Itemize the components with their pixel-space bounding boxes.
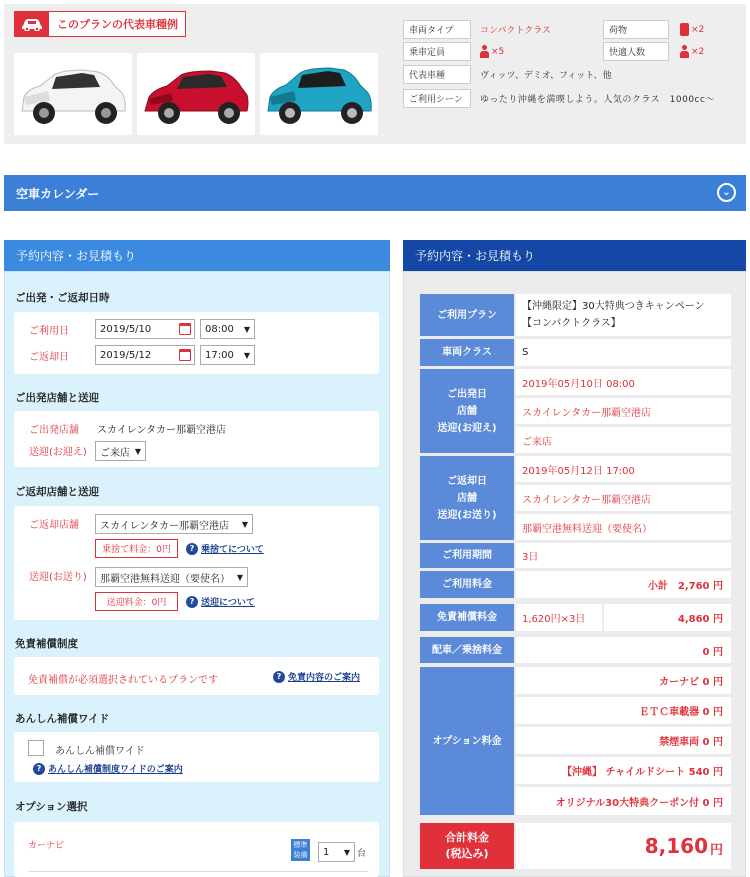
spec-vehicle-type-value: コンパクトクラス bbox=[480, 26, 551, 36]
pickup-label: 送迎(お迎え) bbox=[29, 447, 87, 458]
option-row: 【沖縄】 チャイルドシート 540 円 bbox=[516, 757, 731, 784]
fee-label-cell: ご利用料金 bbox=[420, 571, 514, 598]
use-date-label: ご利用日 bbox=[29, 326, 69, 337]
chevron-down-icon: ▼ bbox=[241, 519, 248, 529]
depart-store-label: ご出発店舗 bbox=[29, 425, 79, 436]
total-unit: 円 bbox=[709, 842, 723, 858]
insurance-heading: 免責補償制度 bbox=[15, 638, 78, 650]
spec-models-value: ヴィッツ、デミオ、フィット、他 bbox=[480, 71, 612, 81]
spec-usage-value: ゆったり沖縄を満喫しよう。人気のクラス 1000cc〜 bbox=[480, 95, 715, 105]
anshin-link[interactable]: ? あんしん補償制度ワイドのご案内 bbox=[33, 762, 183, 775]
total-amount: 8,160 bbox=[644, 834, 708, 858]
car-icon bbox=[15, 12, 49, 36]
dropoff-select[interactable]: 那覇空港無料送迎（要使名） ▼ bbox=[95, 567, 248, 587]
use-time-select[interactable]: 08:00 ▼ bbox=[200, 319, 255, 339]
return-dropoff-cell: 那覇空港無料送迎（要使名） bbox=[516, 514, 731, 540]
class-value-cell: S bbox=[516, 339, 731, 366]
delivery-label-cell: 配車／乗捨料金 bbox=[420, 637, 514, 663]
drop-fee-link[interactable]: ? 乗捨てについて bbox=[186, 542, 264, 555]
anshin-heading: あんしん補償ワイド bbox=[15, 713, 110, 725]
option-row: カーナビ 0 円 bbox=[516, 667, 731, 694]
period-label-cell: ご利用期間 bbox=[420, 543, 514, 568]
chevron-down-icon[interactable]: ⌄ bbox=[717, 183, 736, 202]
depart-label-cell: ご出発日 店舗 送迎(お迎え) bbox=[420, 369, 514, 453]
option-qty-select[interactable]: 1 ▼ bbox=[318, 842, 355, 862]
option-row: 禁煙車両 0 円 bbox=[516, 727, 731, 754]
luggage-icon bbox=[680, 23, 689, 36]
option-heading: オプション選択 bbox=[15, 801, 88, 813]
person-icon bbox=[480, 45, 489, 58]
spec-vehicle-type-label: 車両タイプ bbox=[403, 20, 471, 39]
return-store-select[interactable]: スカイレンタカー那覇空港店 ▼ bbox=[95, 514, 253, 534]
depart-store-cell: スカイレンタカー那覇空港店 bbox=[516, 398, 731, 424]
divider bbox=[28, 871, 368, 872]
drop-fee-badge: 乗捨て料金：0円 bbox=[95, 539, 178, 558]
spec-capacity-label: 乗車定員 bbox=[403, 42, 471, 61]
return-store-cell: スカイレンタカー那覇空港店 bbox=[516, 485, 731, 511]
spec-usage-label: ご利用シーン bbox=[403, 89, 471, 108]
fee-value-cell: 小計 2,760 円 bbox=[516, 571, 731, 598]
spec-comfort-label: 快適人数 bbox=[603, 42, 669, 61]
insurance-label-cell: 免責補償料金 bbox=[420, 604, 514, 631]
use-date-input[interactable]: 2019/5/10 bbox=[95, 319, 195, 339]
plan-label-cell: ご利用プラン bbox=[420, 294, 514, 336]
calendar-icon[interactable] bbox=[179, 323, 191, 335]
chevron-down-icon: ▼ bbox=[243, 324, 250, 334]
help-icon: ? bbox=[186, 543, 198, 555]
send-fee-link[interactable]: ? 送迎について bbox=[186, 595, 255, 608]
anshin-checkbox-label: あんしん補償ワイド bbox=[55, 746, 145, 757]
vacancy-calendar-toggle[interactable] bbox=[4, 175, 746, 211]
depart-heading: ご出発店舗と送迎 bbox=[15, 392, 99, 404]
delivery-value-cell: 0 円 bbox=[516, 637, 731, 663]
calendar-icon[interactable] bbox=[179, 349, 191, 361]
dropoff-label: 送迎(お送り) bbox=[29, 572, 87, 583]
car-image-demio bbox=[137, 53, 255, 135]
send-fee-badge: 送迎料金：0円 bbox=[95, 592, 178, 611]
depart-store-value: スカイレンタカー那覇空港店 bbox=[97, 425, 227, 436]
left-panel-title: 予約内容・お見積もり bbox=[4, 240, 390, 271]
car-image-fit bbox=[14, 53, 132, 135]
person-icon bbox=[680, 45, 689, 58]
return-store-label: ご返却店舗 bbox=[29, 520, 79, 531]
return-time-select[interactable]: 17:00 ▼ bbox=[200, 345, 255, 365]
plan-label bbox=[14, 11, 186, 37]
spec-luggage-label: 荷物 bbox=[603, 20, 669, 39]
total-value-cell bbox=[516, 823, 731, 869]
chevron-down-icon: ▼ bbox=[343, 847, 350, 857]
period-value-cell: 3日 bbox=[516, 543, 731, 568]
option-row: オリジナル30大特典クーポン付 0 円 bbox=[516, 787, 731, 815]
datetime-heading: ご出発・ご返却日時 bbox=[15, 292, 110, 304]
depart-date-cell: 2019年05月10日 08:00 bbox=[516, 369, 731, 395]
help-icon: ? bbox=[33, 763, 45, 775]
spec-comfort-value: ×2 bbox=[680, 42, 730, 61]
option-row: ＥＴＣ車載器 0 円 bbox=[516, 697, 731, 724]
spec-models-label: 代表車種 bbox=[403, 65, 471, 84]
plan-label-text: このプランの代表車種例 bbox=[57, 18, 178, 31]
spec-capacity-value: ×5 bbox=[480, 42, 540, 61]
plan-value-cell: 【沖縄限定】30大特典つきキャンペーン 【コンパクトクラス】 bbox=[516, 294, 731, 336]
depart-pickup-cell: ご来店 bbox=[516, 427, 731, 453]
chevron-down-icon: ▼ bbox=[236, 572, 243, 582]
class-label-cell: 車両クラス bbox=[420, 339, 514, 366]
help-icon: ? bbox=[186, 596, 198, 608]
options-label-cell: オプション料金 bbox=[420, 667, 514, 815]
insurance-value-cell: 4,860 円 bbox=[604, 604, 731, 631]
total-label-cell: 合計料金 (税込み) bbox=[420, 823, 514, 869]
standard-equipment-badge: 標準 装備 bbox=[291, 839, 310, 861]
insurance-text: 免責補償が必須選択されているプランです bbox=[28, 675, 218, 686]
help-icon: ? bbox=[273, 671, 285, 683]
option-navi-label: カーナビ bbox=[28, 841, 65, 851]
spec-luggage-value: ×2 bbox=[680, 20, 730, 39]
return-date-label: ご返却日 bbox=[29, 352, 69, 363]
chevron-down-icon: ▼ bbox=[243, 350, 250, 360]
return-label-cell: ご返却日 店舗 送迎(お送り) bbox=[420, 456, 514, 540]
return-heading: ご返却店舗と送迎 bbox=[15, 486, 99, 498]
chevron-down-icon: ▼ bbox=[134, 446, 141, 456]
depart-box bbox=[14, 411, 379, 467]
return-date-input[interactable]: 2019/5/12 bbox=[95, 345, 195, 365]
right-panel-title: 予約内容・お見積もり bbox=[403, 240, 746, 271]
insurance-calc-cell: 1,620円×3日 bbox=[516, 604, 602, 631]
option-unit: 台 bbox=[357, 849, 367, 859]
return-date-cell: 2019年05月12日 17:00 bbox=[516, 456, 731, 482]
anshin-checkbox[interactable] bbox=[28, 740, 44, 756]
calendar-title: 空車カレンダー bbox=[16, 186, 100, 201]
pickup-select[interactable]: ご来店 ▼ bbox=[95, 441, 146, 461]
insurance-link[interactable]: ? 免責内容のご案内 bbox=[273, 670, 360, 683]
car-image-vitz bbox=[260, 53, 378, 135]
